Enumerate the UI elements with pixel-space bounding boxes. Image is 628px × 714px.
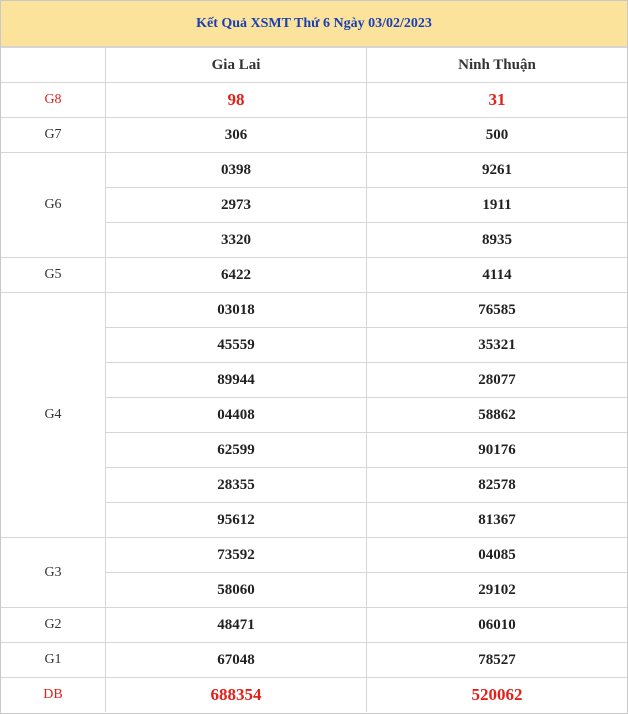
prize-number: 520062 bbox=[367, 678, 628, 713]
prize-label: G2 bbox=[1, 608, 106, 643]
prize-number: 62599 bbox=[106, 433, 367, 468]
prize-number: 28355 bbox=[106, 468, 367, 503]
prize-label: G5 bbox=[1, 258, 106, 293]
table-row bbox=[1, 678, 627, 713]
page-title: Kết Quả XSMT Thứ 6 Ngày 03/02/2023 bbox=[1, 1, 627, 47]
prize-number: 29102 bbox=[367, 573, 628, 608]
prize-number: 73592 bbox=[106, 538, 367, 573]
prize-number: 306 bbox=[106, 118, 367, 153]
prize-number: 67048 bbox=[106, 643, 367, 678]
prize-number: 04085 bbox=[367, 538, 628, 573]
prize-label: G6 bbox=[1, 153, 106, 258]
prize-number: 8935 bbox=[367, 223, 628, 258]
table-row bbox=[1, 538, 627, 573]
prize-number: 89944 bbox=[106, 363, 367, 398]
prize-number: 82578 bbox=[367, 468, 628, 503]
prize-number: 31 bbox=[367, 83, 628, 118]
prize-number: 03018 bbox=[106, 293, 367, 328]
prize-number: 45559 bbox=[106, 328, 367, 363]
table-row bbox=[1, 643, 627, 678]
prize-number: 78527 bbox=[367, 643, 628, 678]
prize-number: 98 bbox=[106, 83, 367, 118]
prize-label: G8 bbox=[1, 83, 106, 118]
prize-number: 3320 bbox=[106, 223, 367, 258]
prize-label: G1 bbox=[1, 643, 106, 678]
province-header: Gia Lai bbox=[106, 48, 367, 83]
prize-number: 688354 bbox=[106, 678, 367, 713]
prize-number: 9261 bbox=[367, 153, 628, 188]
prize-number: 90176 bbox=[367, 433, 628, 468]
table-row bbox=[1, 293, 627, 328]
header-empty-cell bbox=[1, 48, 106, 83]
prize-number: 2973 bbox=[106, 188, 367, 223]
prize-number: 35321 bbox=[367, 328, 628, 363]
prize-label: DB bbox=[1, 678, 106, 713]
prize-number: 0398 bbox=[106, 153, 367, 188]
prize-number: 76585 bbox=[367, 293, 628, 328]
table-row bbox=[1, 258, 627, 293]
table-row bbox=[1, 83, 627, 118]
prize-number: 81367 bbox=[367, 503, 628, 538]
prize-number: 95612 bbox=[106, 503, 367, 538]
table-row bbox=[1, 608, 627, 643]
table-header-row bbox=[1, 48, 627, 83]
results-table bbox=[1, 47, 627, 712]
prize-label: G7 bbox=[1, 118, 106, 153]
table-row bbox=[1, 118, 627, 153]
prize-label: G4 bbox=[1, 293, 106, 538]
prize-number: 1911 bbox=[367, 188, 628, 223]
prize-number: 58060 bbox=[106, 573, 367, 608]
prize-number: 28077 bbox=[367, 363, 628, 398]
province-header: Ninh Thuận bbox=[367, 48, 628, 83]
prize-number: 06010 bbox=[367, 608, 628, 643]
prize-label: G3 bbox=[1, 538, 106, 608]
prize-number: 6422 bbox=[106, 258, 367, 293]
table-row bbox=[1, 153, 627, 188]
prize-number: 04408 bbox=[106, 398, 367, 433]
prize-number: 4114 bbox=[367, 258, 628, 293]
prize-number: 48471 bbox=[106, 608, 367, 643]
prize-number: 500 bbox=[367, 118, 628, 153]
prize-number: 58862 bbox=[367, 398, 628, 433]
